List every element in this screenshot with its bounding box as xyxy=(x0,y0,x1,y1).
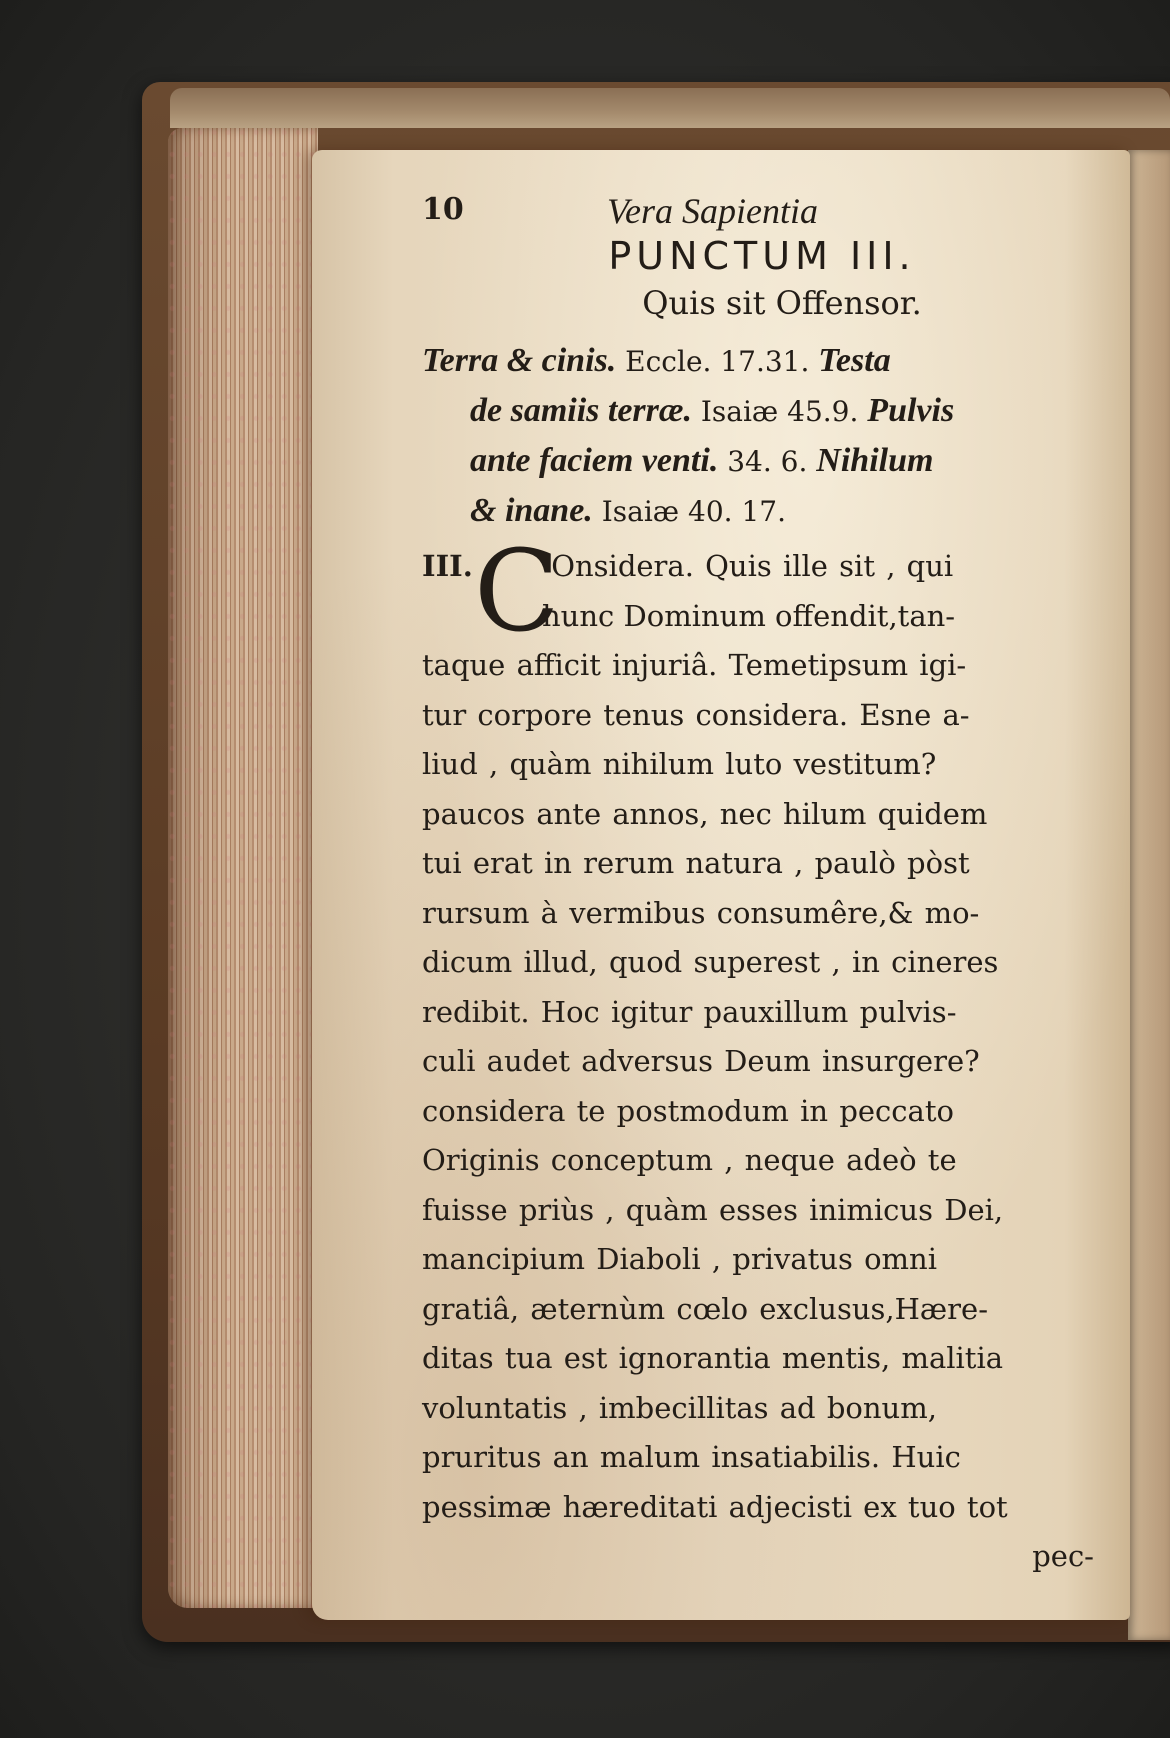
paragraph-line: liud , quàm nihilum luto vestitum? xyxy=(422,747,937,781)
citation-line xyxy=(422,386,1102,436)
book-page xyxy=(312,150,1130,1620)
paragraph-line: dicum illud, quod superest , in cineres xyxy=(422,945,999,979)
paragraph-body xyxy=(422,527,1102,1581)
paragraph-line: gratiâ, æternùm cœlo exclusus,Hære- xyxy=(422,1291,988,1326)
paragraph-lines xyxy=(422,641,1102,1532)
paragraph-line: voluntatis , imbecillitas ad bonum, xyxy=(422,1390,937,1425)
paragraph-line: culi audet adversus Deum insurgere? xyxy=(422,1044,980,1078)
citation-quote: & inane. xyxy=(470,492,593,529)
paragraph-line: pessimæ hæreditati adjecisti ex tuo tot xyxy=(422,1489,1008,1524)
facing-page-edge xyxy=(1128,150,1170,1640)
citation-quote: de samiis terræ. xyxy=(470,392,692,429)
paragraph-line: redibit. Hoc igitur pauxillum pulvis- xyxy=(422,994,957,1029)
citation-reference: Isaiæ 40. 17. xyxy=(592,495,786,528)
paragraph-line: ditas tua est ignorantia mentis, malitia xyxy=(422,1341,1004,1375)
paragraph-line: Originis conceptum , neque adeò te xyxy=(422,1143,957,1177)
book-spine-top xyxy=(170,88,1170,128)
citation-quote: ante faciem venti. xyxy=(470,442,719,479)
section-subheading: Quis sit Offensor. xyxy=(642,284,922,322)
catchword: pec- xyxy=(1032,1539,1094,1573)
citation-quote: Testa xyxy=(818,342,891,379)
citation-reference: 34. 6. xyxy=(718,445,817,478)
citation-line xyxy=(422,336,1102,386)
paragraph-line: paucos ante annos, nec hilum quidem xyxy=(422,796,988,831)
citation-quote: Pulvis xyxy=(867,392,955,429)
paragraph-line: taque afficit injuriâ. Temetipsum igi- xyxy=(422,648,967,682)
paragraph-line: Onsidera. Quis ille sit , qui xyxy=(551,549,954,583)
paragraph-line: pruritus an malum insatiabilis. Huic xyxy=(422,1440,961,1474)
paragraph-line: hunc Dominum offendit,tan- xyxy=(542,598,956,633)
paragraph-line: rursum à vermibus consumêre,& mo- xyxy=(422,895,980,930)
page-text-block xyxy=(422,188,1102,1581)
page-number: 10 xyxy=(422,192,464,227)
running-head xyxy=(422,188,1102,236)
page-block-edges xyxy=(168,128,318,1608)
citation-line xyxy=(422,436,1102,486)
paragraph-number: III. xyxy=(422,549,473,583)
paragraph-line: tui erat in rerum natura , paulò pòst xyxy=(422,846,970,880)
citation-quote: Terra & cinis. xyxy=(422,342,617,379)
paragraph-line: tur corpore tenus considera. Esne a- xyxy=(422,697,970,732)
paragraph-line: considera te postmodum in peccato xyxy=(422,1093,954,1128)
section-heading: PUNCTUM III. xyxy=(608,234,916,278)
citation-quote: Nihilum xyxy=(816,442,934,479)
paragraph-line: mancipium Diaboli , privatus omni xyxy=(422,1242,937,1276)
drop-capital: C xyxy=(474,527,560,657)
citation-reference: Isaiæ 45.9. xyxy=(691,395,868,428)
running-title: Vera Sapientia xyxy=(607,191,818,231)
paragraph-line: fuisse priùs , quàm esses inimicus Dei, xyxy=(422,1192,1004,1227)
scripture-citations xyxy=(422,336,1102,536)
citation-reference: Eccle. 17.31. xyxy=(616,345,819,378)
